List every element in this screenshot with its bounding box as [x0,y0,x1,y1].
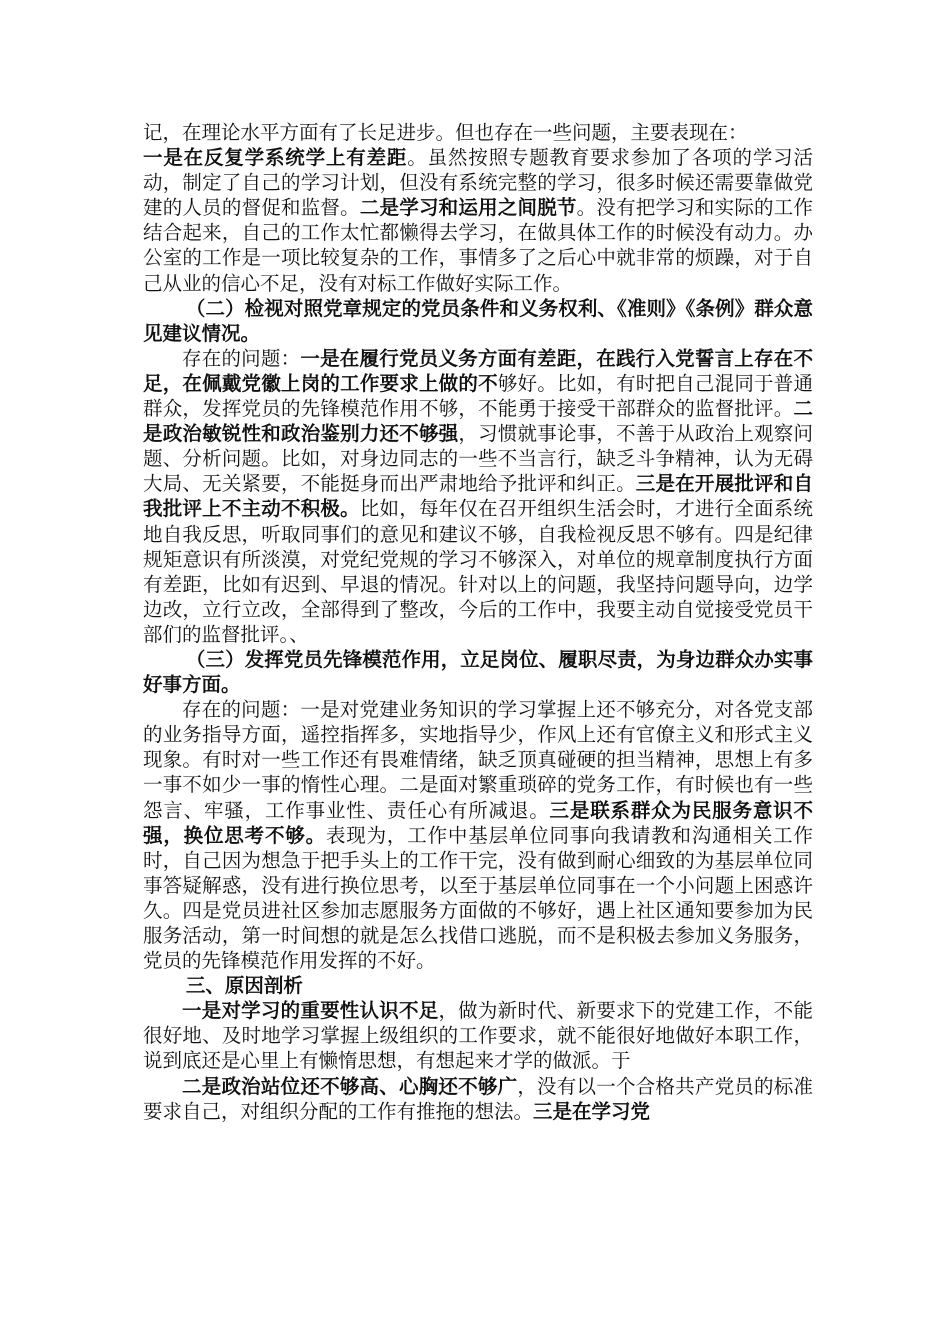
text-run: 存在的问题： [182,346,301,370]
paragraph-cause-1 [143,998,813,1073]
paragraph-exemplary-role [143,697,813,973]
bold-point-1: 一是在履行党员义务方面有差距，在践行入党誓言上存在不足，在佩戴党徽上岗的工作要求上做的不 [143,346,813,395]
text-run: 记，在理论水平方面有了长足进步。但也存在一些问题，主要表现在： [143,121,748,144]
bold-point-3: 三是在开展批评和自我批评上不主动不积极。 [143,472,813,521]
paragraph-intro-continuation [143,120,813,145]
text-run: 够好。比如，有时把自己混同于普通群众，发挥党员的先锋模范作用不够，不能勇于接受干部群众的监督批评。 [143,371,813,421]
text-run: ，习惯就事论事，不善于从政治上观察问题、分析问题。比如，对身边同志的一些不当言行，缺乏斗争精神，认为无碍大局、无关紧要，不能挺身而出严肃地给予批评和纠正。 [143,422,813,496]
section-heading-2: （二）检视对照党章规定的党员条件和义务权利、《准则》《条例》群众意见建议情况。 [143,296,813,345]
bold-point-3: 三是在学习党 [533,1099,651,1123]
text-run: 比如，每年仅在召开组织生活会时，才进行全面系统地自我反思，听取同事们的意见和建议不够，自我检视反思不够有。四是纪律规矩意识有所淡漠，对党纪党规的学习不够深入，对单位的规章制度执行方面有差距，比如有迟到、早退的情况。针对以上的问题，我坚持问题导向，边学边改，立行立改，全部得到了整改，今后的工作中，我要主动自觉接受党员干部们的监督批评。、 [143,497,813,646]
text-run: 存在的问题：一是对党建业务知识的学习掌握上还不够充分，对各党支部的业务指导方面，遥控指挥多，实地指导少，作风上还有官僚主义和形式主义现象。有时对一些工作还有畏难情绪，缺乏顶真碰硬的担当精神，思想上有多一事不如少一事的惰性心理。二是面对繁重琐碎的党务工作，有时候也有一些怨言、牢骚，工作事业性、责任心有所减退。 [143,698,813,822]
paragraph-study-problems [143,145,813,296]
text-run: 。没有把学习和实际的工作结合起来，自己的工作太忙都懒得去学习，在做具体工作的时候没有动力。办公室的工作是一项比较复杂的工作，事情多了之后心中就非常的烦躁，对于自己从业的信心不足，没有对标工作做好实际工作。 [143,196,813,295]
document-page [143,120,813,1124]
bold-point-3: 三是联系群众为民服务意识不强，换位思考不够。 [143,798,813,847]
paragraph-cause-2 [143,1074,813,1124]
bold-point-2: 二是学习和运用之间脱节 [359,196,577,220]
text-run: ，没有以一个合格共产党员的标准要求自己，对组织分配的工作有推拖的想法。 [143,1074,813,1123]
section-heading-3: （三）发挥党员先锋模范作用，立足岗位、履职尽责，为身边群众办实事好事方面。 [143,647,813,697]
bold-point-1: 一是在反复学系统学上有差距 [143,146,408,170]
section-heading-cause-analysis: 三、原因剖析 [185,974,303,998]
bold-point-2: 二是政治敏锐性和政治鉴别力还不够强 [143,397,813,446]
paragraph-party-duties [143,346,813,647]
text-run: ，做为新时代、新要求下的党建工作，不能很好地、及时地学习掌握上级组织的工作要求，就不能很好地做好本职工作，说到底还是心里上有懒惰思想，有想起来才学的做派。于 [143,999,813,1073]
text-run: 。虽然按照专题教育要求参加了各项的学习活动，制定了自己的学习计划，但没有系统完整的学习，很多时候还需要靠做党建的人员的督促和监督。 [143,146,813,220]
text-run: 表现为，工作中基层单位同事向我请教和沟通相关工作时，自己因为想急于把手头上的工作干完，没有做到耐心细致的为基层单位同事答疑解惑，没有进行换位思考，以至于基层单位同事在一个小问题上困惑许久。四是党员进社区参加志愿服务方面做的不够好，遇上社区通知要参加为民服务活动，第一时间想的就是怎么找借口逃脱，而不是积极去参加义务服务，党员的先锋模范作用发挥的不好。 [143,823,813,973]
bold-point-2: 二是政治站位还不够高、心胸还不够广 [182,1074,518,1098]
bold-point-1: 一是对学习的重要性认识不足 [182,999,439,1023]
